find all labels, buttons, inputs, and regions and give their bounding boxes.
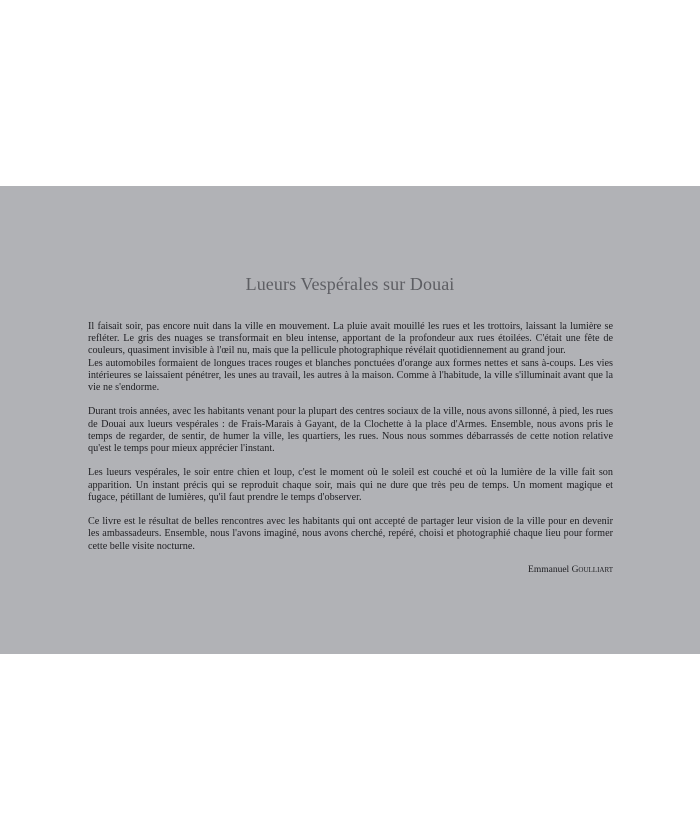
author-first-name: Emmanuel: [528, 565, 570, 575]
author-last-name: Goulliart: [571, 565, 613, 575]
body-text: [88, 321, 613, 565]
paragraph-5: Ce livre est le résultat de belles rencontres avec les habitants qui ont accepté de partager leur vision de la ville pour en devenir les ambassadeurs. Ensemble, nous l'avons imaginé, nous avons cherché, repéré, choisi et photographié chaque lieu pour former cette belle visite nocturne.: [88, 516, 613, 552]
page-title: Lueurs Vespérales sur Douai: [245, 274, 455, 294]
paragraph-3: Durant trois années, avec les habitants venant pour la plupart des centres sociaux de la ville, nous avons sillonné, à pied, les rues de Douai aux lueurs vespérales : de Frais-Marais à Gayant, de la Clochette à la place d'Armes. Ensemble, nous avons pris le temps de regarder, de sentir, de humer la ville, les quartiers, les rues. Nous nous sommes débarrassés de cette notion relative qu'est le temps pour mieux apprécier l'instant.: [88, 406, 613, 455]
paragraph-4: Les lueurs vespérales, le soir entre chien et loup, c'est le moment où le soleil est couché et où la lumière de la ville fait son apparition. Un instant précis qui se reproduit chaque soir, mais qui ne dure que très peu de temps. Un moment magique et fugace, pétillant de lumières, qu'il faut prendre le temps d'observer.: [88, 467, 613, 503]
paragraph-2: Les automobiles formaient de longues traces rouges et blanches ponctuées d'orange aux formes nettes et sans à-coups. Les vies intérieures se laissaient pénétrer, les unes au travail, les autres à la maison. Comme à l'habitude, la ville s'illuminait avant que la vie ne s'endorme.: [88, 357, 613, 394]
paragraph-1: Il faisait soir, pas encore nuit dans la ville en mouvement. La pluie avait mouillé les rues et les trottoirs, laissant la lumière se refléter. Le gris des nuages se transformait en bleu intense, apportant de la profondeur aux rues étoilées. C'était une fête de couleurs, quasiment invisible à l'œil nu, mais que la pellicule photographique révélait quotidiennement au grand jour.: [88, 321, 613, 357]
author-signature: [88, 565, 613, 575]
